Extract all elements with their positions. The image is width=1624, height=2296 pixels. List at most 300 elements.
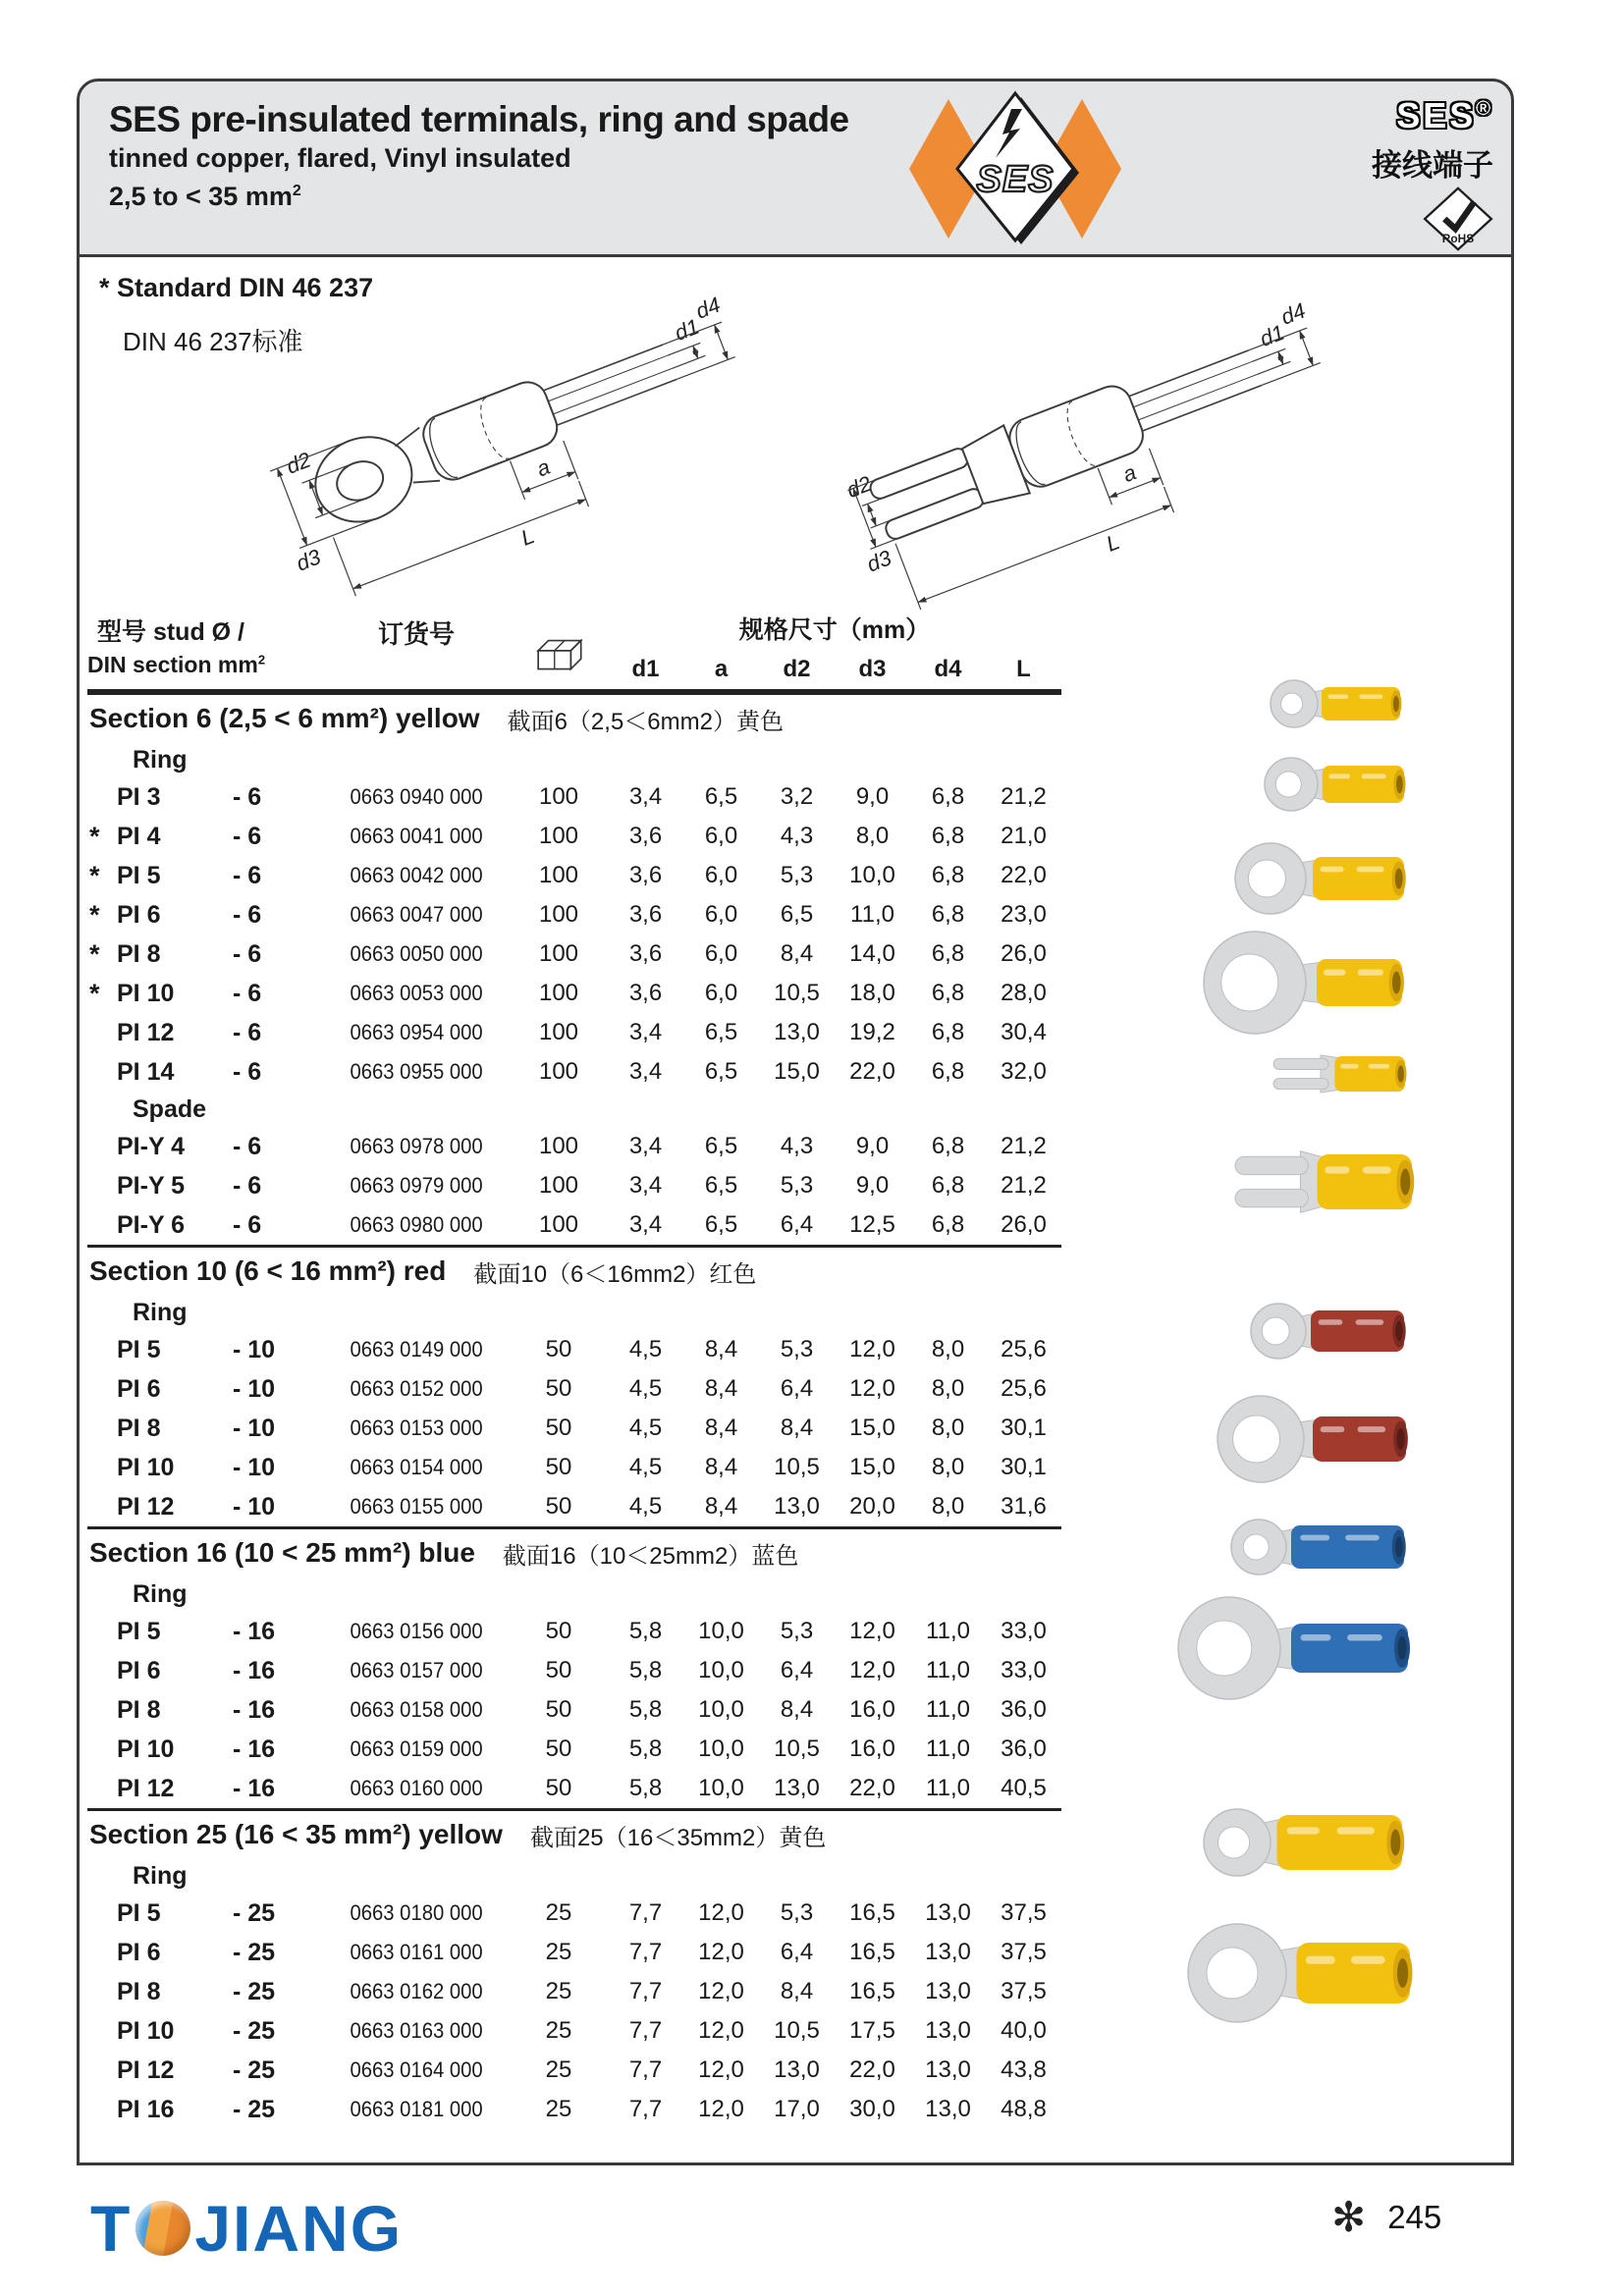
cell-order-no: 0663 0153 000: [350, 1415, 483, 1440]
cell-d1: 7,7: [628, 1939, 663, 1965]
package-icon: [534, 634, 589, 678]
cell-d3: 16,5: [849, 1939, 895, 1965]
title-block: [109, 97, 849, 213]
cell-a: 12,0: [698, 1939, 744, 1965]
cell-d3: 17,5: [849, 2017, 895, 2044]
cell-d2: 5,3: [780, 1618, 814, 1644]
cell-qty: 100: [538, 1058, 579, 1085]
cell-qty: 100: [538, 1019, 579, 1045]
cell-L: 37,5: [1001, 1978, 1047, 2004]
cell-d2: 6,4: [780, 1211, 814, 1238]
section-title-en: Section 6 (2,5 < 6 mm²) yellow: [89, 703, 480, 733]
cell-order-no: 0663 0041 000: [350, 824, 483, 848]
cell-model: PI 12 - 16: [117, 1774, 276, 1802]
cell-d4: 8,0: [931, 1415, 965, 1441]
cell-model: PI 5 - 10: [117, 1335, 276, 1363]
cell-qty: 25: [545, 1978, 572, 2004]
col-a: a: [714, 656, 729, 682]
section-header: [87, 1526, 1061, 1576]
cell-L: 26,0: [1001, 1211, 1047, 1238]
cell-d1: 5,8: [628, 1775, 663, 1801]
cell-d3: 12,0: [849, 1657, 895, 1683]
table-row: [87, 1894, 1061, 1933]
cell-L: 21,2: [1001, 783, 1047, 810]
cell-a: 8,4: [704, 1493, 738, 1520]
cell-a: 8,4: [704, 1454, 738, 1480]
section-title-en: Section 16 (10 < 25 mm²) blue: [89, 1537, 475, 1568]
cell-d1: 5,8: [628, 1618, 663, 1644]
cell-d4: 6,8: [931, 1133, 965, 1159]
cell-d3: 16,5: [849, 1978, 895, 2004]
cell-qty: 100: [538, 1211, 579, 1238]
cell-d4: 13,0: [925, 2017, 971, 2044]
cell-a: 6,5: [704, 783, 738, 810]
cell-L: 37,5: [1001, 1939, 1047, 1965]
cell-d3: 16,5: [849, 1899, 895, 1926]
group-label: Ring: [133, 1298, 188, 1326]
cell-a: 12,0: [698, 2017, 744, 2044]
cell-d1: 3,6: [628, 901, 663, 928]
spade-terminal-yellow-1: [1272, 1046, 1409, 1106]
cell-order-no: 0663 0954 000: [350, 1020, 483, 1044]
cell-L: 30,1: [1001, 1415, 1047, 1441]
section-header: [87, 1808, 1061, 1858]
cell-d3: 18,0: [849, 980, 895, 1006]
cell-qty: 100: [538, 980, 579, 1006]
cell-L: 28,0: [1001, 980, 1047, 1006]
table-row: [87, 1933, 1061, 1972]
ring-terminal-yellow-3: [1233, 840, 1408, 922]
cell-model: PI 12 - 6: [117, 1018, 262, 1046]
svg-text:d1: d1: [1256, 319, 1288, 351]
cell-d4: 8,0: [931, 1493, 965, 1520]
cell-d1: 3,4: [628, 1058, 663, 1085]
cell-d2: 5,3: [780, 1336, 814, 1362]
cell-model: PI 8 - 6: [117, 939, 262, 968]
cell-d2: 8,4: [780, 1978, 814, 2004]
table-row: [87, 2011, 1061, 2051]
cell-order-no: 0663 0163 000: [350, 2018, 483, 2043]
cell-d1: 3,4: [628, 783, 663, 810]
cell-L: 36,0: [1001, 1696, 1047, 1723]
cell-model: PI 6 - 10: [117, 1374, 276, 1403]
section-title-cn: 截面10（6＜16mm2）红色: [473, 1260, 757, 1288]
cell-order-no: 0663 0050 000: [350, 941, 483, 966]
cell-d4: 6,8: [931, 901, 965, 928]
cell-a: 6,5: [704, 1019, 738, 1045]
cell-L: 30,1: [1001, 1454, 1047, 1480]
cell-d2: 5,3: [780, 862, 814, 888]
cell-model: PI 10 - 25: [117, 2016, 276, 2045]
cell-d1: 4,5: [628, 1415, 663, 1441]
page-subtitle-2: 2,5 to < 35 $mm^2$: [109, 182, 301, 211]
cell-model: PI 5 - 16: [117, 1617, 276, 1645]
cell-d2: 10,5: [774, 1454, 820, 1480]
asterisk-flake-icon: ✻: [1331, 2194, 1367, 2240]
cell-d3: 8,0: [855, 823, 890, 849]
cell-d3: 12,5: [849, 1211, 895, 1238]
section-title-en: Section 25 (16 < 35 mm²) yellow: [89, 1819, 503, 1849]
page-title: SES pre-insulated terminals, ring and spade: [109, 99, 849, 139]
table-row: [87, 1369, 1061, 1409]
cell-d1: 3,6: [628, 980, 663, 1006]
table-row: [87, 1448, 1061, 1487]
cell-order-no: 0663 0979 000: [350, 1173, 483, 1198]
cell-d1: 4,5: [628, 1336, 663, 1362]
cell-L: 31,6: [1001, 1493, 1047, 1520]
table-row: [87, 1409, 1061, 1448]
table-row: [87, 1972, 1061, 2011]
std-marker: *: [89, 821, 100, 851]
cell-model: PI 14 - 6: [117, 1057, 262, 1086]
logo-letter-t: T: [90, 2192, 133, 2265]
col-d2: d2: [783, 656, 811, 682]
cell-d2: 15,0: [774, 1058, 820, 1085]
cell-d4: 6,8: [931, 1172, 965, 1199]
cell-L: 40,5: [1001, 1775, 1047, 1801]
cell-d3: 16,0: [849, 1696, 895, 1723]
std-marker: *: [89, 938, 100, 969]
cell-d2: 13,0: [774, 2056, 820, 2083]
table-row: [87, 1330, 1061, 1369]
cell-d1: 4,5: [628, 1493, 663, 1520]
table-header: [87, 609, 1061, 692]
col-header-dims: [608, 656, 1061, 683]
col-header-order: 订货号: [377, 619, 455, 649]
page-subtitle-1: tinned copper, flared, Vinyl insulated: [109, 143, 571, 173]
cell-d2: 8,4: [780, 1415, 814, 1441]
spade-terminal-drawing: [815, 267, 1365, 581]
cell-order-no: 0663 0157 000: [350, 1658, 483, 1682]
cell-qty: 100: [538, 1133, 579, 1159]
cell-d4: 11,0: [926, 1735, 970, 1762]
cell-model: PI 10 - 16: [117, 1735, 276, 1763]
cell-d2: 13,0: [774, 1019, 820, 1045]
cell-d3: 15,0: [849, 1454, 895, 1480]
cell-qty: 100: [538, 783, 579, 810]
col-header-din: DIN section $mm^2$: [87, 652, 266, 677]
cell-d2: 8,4: [780, 1696, 814, 1723]
cell-model: PI-Y 4 - 6: [117, 1132, 262, 1160]
cell-order-no: 0663 0156 000: [350, 1619, 483, 1643]
cell-d4: 6,8: [931, 980, 965, 1006]
cell-d2: 3,2: [780, 783, 814, 810]
cell-a: 6,5: [704, 1172, 738, 1199]
cell-d1: 7,7: [628, 1899, 663, 1926]
cell-order-no: 0663 0180 000: [350, 1900, 483, 1925]
cell-d4: 11,0: [926, 1618, 970, 1644]
ring-terminal-blue-2: [1176, 1595, 1412, 1706]
cell-d1: 4,5: [628, 1454, 663, 1480]
cell-d2: 5,3: [780, 1172, 814, 1199]
brand-block: [1372, 95, 1493, 256]
cell-d1: 3,4: [628, 1211, 663, 1238]
cell-d2: 10,5: [774, 2017, 820, 2044]
cell-d2: 5,3: [780, 1899, 814, 1926]
cell-model: PI 8 - 16: [117, 1695, 276, 1724]
globe-icon: [135, 2201, 190, 2256]
cell-order-no: 0663 0162 000: [350, 1979, 483, 2003]
cell-d3: 22,0: [849, 2056, 895, 2083]
cell-qty: 50: [545, 1657, 572, 1683]
cell-a: 10,0: [698, 1657, 744, 1683]
svg-text:L: L: [517, 523, 538, 551]
group-label: Ring: [133, 1861, 188, 1890]
cell-d1: 7,7: [628, 2056, 663, 2083]
cell-d2: 8,4: [780, 940, 814, 967]
table-row: [87, 1690, 1061, 1730]
cell-d2: 6,4: [780, 1939, 814, 1965]
cell-order-no: 0663 0047 000: [350, 902, 483, 927]
cell-L: 40,0: [1001, 2017, 1047, 2044]
cell-d1: 7,7: [628, 2096, 663, 2122]
cell-d3: 22,0: [849, 1058, 895, 1085]
cell-a: 10,0: [698, 1735, 744, 1762]
cell-d3: 19,2: [849, 1019, 895, 1045]
table-row: [87, 1052, 1061, 1092]
cell-d4: 6,8: [931, 783, 965, 810]
cell-d3: 20,0: [849, 1493, 895, 1520]
section-title-cn: 截面6（2,5＜6mm2）黄色: [507, 708, 784, 735]
section-title-cn: 截面16（10＜25mm2）蓝色: [502, 1542, 799, 1570]
cell-d4: 13,0: [925, 1978, 971, 2004]
cell-a: 6,0: [704, 823, 738, 849]
svg-text:d3: d3: [863, 545, 895, 577]
cell-qty: 25: [545, 2056, 572, 2083]
cell-L: 26,0: [1001, 940, 1047, 967]
cell-d1: 3,4: [628, 1133, 663, 1159]
cell-L: 37,5: [1001, 1899, 1047, 1926]
cell-d4: 11,0: [926, 1657, 970, 1683]
cell-d4: 11,0: [926, 1775, 970, 1801]
table-row: [87, 1127, 1061, 1166]
ring-terminal-yellow-4: [1202, 931, 1406, 1040]
cell-d4: 13,0: [925, 1899, 971, 1926]
cell-d3: 9,0: [855, 1133, 890, 1159]
svg-text:d2: d2: [842, 470, 875, 503]
cell-d3: 12,0: [849, 1336, 895, 1362]
cell-a: 6,0: [704, 862, 738, 888]
cell-model: PI 8 - 10: [117, 1414, 276, 1442]
svg-text:L: L: [1103, 529, 1123, 557]
cell-L: 25,6: [1001, 1336, 1047, 1362]
cell-order-no: 0663 0161 000: [350, 1940, 483, 1964]
cell-order-no: 0663 0160 000: [350, 1776, 483, 1800]
cell-L: 21,2: [1001, 1133, 1047, 1159]
cell-model: PI 12 - 25: [117, 2056, 276, 2084]
std-marker: *: [89, 978, 100, 1008]
cell-model: PI 4 - 6: [117, 822, 262, 850]
cell-model: PI 5 - 6: [117, 861, 262, 889]
cell-model: PI 10 - 10: [117, 1453, 276, 1481]
tojiang-logo: [90, 2189, 403, 2268]
cell-d2: 4,3: [780, 823, 814, 849]
cell-d2: 13,0: [774, 1493, 820, 1520]
cell-d1: 7,7: [628, 1978, 663, 2004]
cell-a: 6,0: [704, 980, 738, 1006]
table-row: [87, 895, 1061, 934]
page-number: 245: [1387, 2199, 1442, 2235]
cell-order-no: 0663 0181 000: [350, 2097, 483, 2121]
cell-d3: 11,0: [850, 901, 894, 928]
cell-d1: 3,6: [628, 823, 663, 849]
cell-d3: 10,0: [849, 862, 895, 888]
cell-qty: 100: [538, 823, 579, 849]
cell-a: 8,4: [704, 1336, 738, 1362]
cell-d1: 5,8: [628, 1696, 663, 1723]
cell-L: 21,0: [1001, 823, 1047, 849]
spade-terminal-yellow-2: [1233, 1137, 1416, 1232]
table-row: [87, 1730, 1061, 1769]
table-row: [87, 1487, 1061, 1526]
svg-text:d3: d3: [293, 544, 324, 576]
group-label: Ring: [133, 1579, 188, 1608]
cell-L: 36,0: [1001, 1735, 1047, 1762]
cell-d2: 13,0: [774, 1775, 820, 1801]
cell-order-no: 0663 0980 000: [350, 1212, 483, 1237]
cell-d2: 17,0: [774, 2096, 820, 2122]
cell-d1: 3,4: [628, 1172, 663, 1199]
cell-model: PI 16 - 25: [117, 2095, 276, 2123]
cell-order-no: 0663 0978 000: [350, 1134, 483, 1158]
cell-d3: 14,0: [849, 940, 895, 967]
table-row: [87, 1205, 1061, 1245]
cell-qty: 50: [545, 1336, 572, 1362]
table-row: [87, 1651, 1061, 1690]
table-row: [87, 1013, 1061, 1052]
ring-terminal-blue-1: [1229, 1516, 1408, 1583]
col-d4: d4: [934, 656, 962, 682]
cell-d1: 3,4: [628, 1019, 663, 1045]
cell-a: 6,0: [704, 901, 738, 928]
cell-a: 10,0: [698, 1775, 744, 1801]
cell-qty: 25: [545, 1939, 572, 1965]
cell-a: 12,0: [698, 2056, 744, 2083]
section-header: [87, 692, 1061, 742]
cell-model: PI 8 - 25: [117, 1977, 276, 2005]
table-body: [87, 692, 1061, 2129]
ring-terminal-yellow-2: [1263, 754, 1408, 820]
cell-d3: 12,0: [849, 1375, 895, 1402]
cell-order-no: 0663 0955 000: [350, 1059, 483, 1084]
table-row: [87, 1612, 1061, 1651]
cell-L: 23,0: [1001, 901, 1047, 928]
cell-order-no: 0663 0152 000: [350, 1376, 483, 1401]
rohs-icon: [1372, 187, 1493, 256]
cell-a: 10,0: [698, 1696, 744, 1723]
cell-d2: 4,3: [780, 1133, 814, 1159]
table-row: [87, 1166, 1061, 1205]
table-row: [87, 777, 1061, 817]
cell-d4: 13,0: [925, 1939, 971, 1965]
table-row: [87, 817, 1061, 856]
cell-d2: 10,5: [774, 1735, 820, 1762]
ring-terminal-yellow-1: [1269, 677, 1404, 735]
cell-a: 10,0: [698, 1618, 744, 1644]
cell-model: PI 10 - 6: [117, 979, 262, 1007]
cell-order-no: 0663 0940 000: [350, 784, 483, 809]
svg-text:d4: d4: [1277, 297, 1309, 330]
cell-qty: 50: [545, 1493, 572, 1520]
cell-model: PI 5 - 25: [117, 1898, 276, 1927]
cell-model: PI 6 - 16: [117, 1656, 276, 1684]
cell-d4: 11,0: [926, 1696, 970, 1723]
cell-L: 33,0: [1001, 1618, 1047, 1644]
cell-L: 22,0: [1001, 862, 1047, 888]
cell-d4: 6,8: [931, 823, 965, 849]
cell-model: PI 6 - 25: [117, 1938, 276, 1966]
section-title-cn: 截面25（16＜35mm2）黄色: [529, 1824, 827, 1851]
svg-text:d4: d4: [692, 292, 724, 324]
cell-a: 12,0: [698, 1899, 744, 1926]
cell-d1: 7,7: [628, 2017, 663, 2044]
table-row: [87, 934, 1061, 974]
ring-terminal-drawing: [245, 263, 795, 577]
header-banner: [77, 79, 1514, 257]
cell-d4: 8,0: [931, 1336, 965, 1362]
cell-order-no: 0663 0149 000: [350, 1337, 483, 1362]
cell-order-no: 0663 0155 000: [350, 1494, 483, 1519]
cell-qty: 25: [545, 2096, 572, 2122]
cell-d3: 12,0: [849, 1618, 895, 1644]
cell-qty: 100: [538, 940, 579, 967]
cell-qty: 50: [545, 1415, 572, 1441]
cell-d4: 6,8: [931, 940, 965, 967]
cell-d1: 5,8: [628, 1657, 663, 1683]
cell-d1: 3,6: [628, 862, 663, 888]
section-title-en: Section 10 (6 < 16 mm²) red: [89, 1255, 447, 1286]
cell-d2: 6,4: [780, 1657, 814, 1683]
cell-d3: 9,0: [855, 783, 890, 810]
group-label: Ring: [133, 745, 188, 774]
cell-a: 6,0: [704, 940, 738, 967]
cell-d2: 6,5: [780, 901, 814, 928]
ring-terminal-yellow-6: [1186, 1920, 1414, 2031]
cell-qty: 50: [545, 1735, 572, 1762]
cell-order-no: 0663 0053 000: [350, 981, 483, 1005]
cell-d4: 13,0: [925, 2096, 971, 2122]
cell-d1: 5,8: [628, 1735, 663, 1762]
cell-qty: 50: [545, 1454, 572, 1480]
cell-model: PI 6 - 6: [117, 900, 262, 929]
cell-L: 48,8: [1001, 2096, 1047, 2122]
cell-d4: 6,8: [931, 1058, 965, 1085]
cell-order-no: 0663 0164 000: [350, 2057, 483, 2082]
cell-d3: 22,0: [849, 1775, 895, 1801]
logo-text: SES: [976, 159, 1055, 200]
cell-a: 8,4: [704, 1375, 738, 1402]
logo-letters-jiang: JIANG: [194, 2192, 404, 2265]
cell-qty: 50: [545, 1696, 572, 1723]
standard-note-cn: DIN 46 237标准: [123, 327, 303, 356]
cell-L: 25,6: [1001, 1375, 1047, 1402]
cell-order-no: 0663 0158 000: [350, 1697, 483, 1722]
std-marker: *: [89, 899, 100, 930]
col-L: L: [1016, 656, 1031, 682]
cell-d1: 3,6: [628, 940, 663, 967]
ring-terminal-red-2: [1216, 1394, 1410, 1489]
cell-a: 6,5: [704, 1058, 738, 1085]
cell-model: PI-Y 5 - 6: [117, 1171, 262, 1200]
ses-diamond-logo-icon: [893, 89, 1138, 253]
col-header-spec: 规格尺寸（mm）: [738, 616, 931, 644]
cell-L: 33,0: [1001, 1657, 1047, 1683]
cell-a: 12,0: [698, 2096, 744, 2122]
brand-name-cn: 接线端子: [1372, 148, 1493, 183]
cell-qty: 50: [545, 1775, 572, 1801]
cell-model: PI 12 - 10: [117, 1492, 276, 1521]
cell-qty: 50: [545, 1375, 572, 1402]
